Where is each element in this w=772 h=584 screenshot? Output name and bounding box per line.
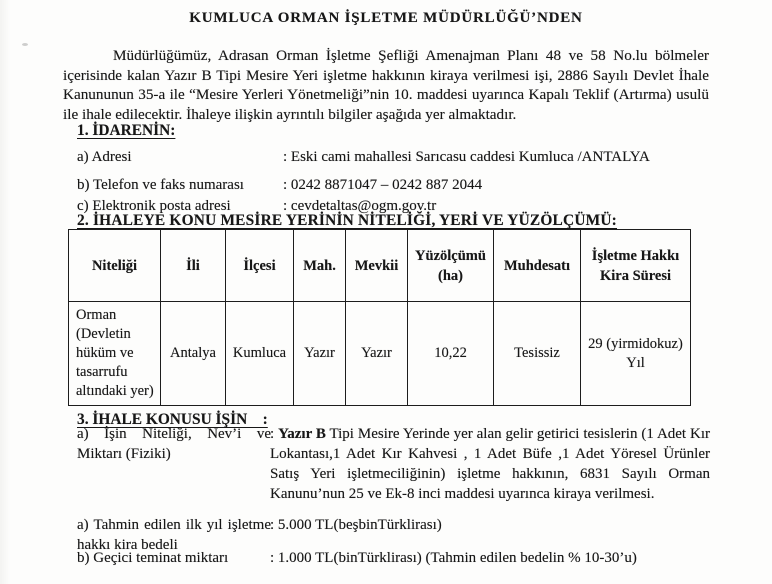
deposit-value: : 1.000 TL(binTürklirası) (Tahmin edilen bedelin % 10-30’u) (270, 550, 637, 566)
section-1-heading: 1. İDARENİN: (77, 122, 176, 139)
header-ilcesi: İlçesi (226, 230, 294, 302)
estimated-rent-value: : 5.000 TL(beşbinTürklirası) (270, 517, 442, 533)
recreation-area-table (68, 229, 691, 406)
work-nature-value-rest: Tipi Mesire Yerinde yer alan gelir getirici tesislerin (1 Adet Kır Lokantası,1 Adet Kır Kahvesi , 1 Adet Büfe ,1 Adet Yöresel Ürünler Satış Yeri işletmeciliğinin) işletme hakkının, 6831 Sayılı Orman Kanunu’nun 25 ve Ek-8 inci maddesi uyarınca kiraya verilmesi. (270, 426, 711, 502)
table-data-row (69, 302, 691, 406)
cell-kira-suresi: 29 (yirmidokuz) Yıl (581, 302, 691, 406)
document-title: KUMLUCA ORMAN İŞLETME MÜDÜRLÜĞÜ’NDEN (189, 10, 583, 26)
address-row (77, 148, 709, 168)
section-3-body (77, 424, 711, 566)
cell-ili: Antalya (161, 302, 226, 406)
header-ili: İli (161, 230, 226, 302)
phone-fax-label: b) Telefon ve faks numarası (77, 177, 244, 193)
cell-niteligi: Orman (Devletin hüküm ve tasarrufu altındaki yer) (69, 302, 161, 406)
header-niteligi: Niteliği (69, 230, 161, 302)
estimated-rent-label: a) Tahmin edilen ilk yıl işletme hakkı kira bedeli (77, 517, 271, 553)
header-muhdesati: Muhdesatı (494, 230, 581, 302)
work-nature-label: a) İşin Niteliği, Nev’i ve Miktarı (Fiziki) (77, 426, 271, 462)
scan-speck (22, 43, 28, 46)
work-nature-value-bold: Yazır B (278, 426, 326, 442)
phone-fax-value: : 0242 8871047 – 0242 887 2044 (283, 177, 483, 193)
cell-yuzolcumu: 10,22 (408, 302, 494, 406)
header-mah: Mah. (294, 230, 346, 302)
cell-ilcesi: Kumluca (226, 302, 294, 406)
intro-paragraph: Müdürlüğümüz, Adrasan Orman İşletme Şefliği Amenajman Planı 48 ve 58 No.lu bölmeler içerisinde kalan Yazır B Tipi Mesire Yeri işletme hakkının kiraya verilmesi işi, 2886 Sayılı Devlet İhale Kanununun 35-a ile “Mesire Yerleri Yönetmeliği”nin 10. maddesi uyarınca Kapalı Teklif (Artırma) usulü ile ihale edilecektir. İhaleye ilişkin ayrıntılı bilgiler aşağıda yer almaktadır. (63, 47, 709, 123)
address-label: a) Adresi (77, 149, 132, 165)
email-label: c) Elektronik posta adresi (77, 197, 231, 214)
cell-muhdesati: Tesissiz (494, 302, 581, 406)
cell-mah: Yazır (294, 302, 346, 406)
work-nature-value (270, 424, 710, 504)
address-value: : Eski cami mahallesi Sarıcasu caddesi Kumluca /ANTALYA (283, 149, 650, 165)
section-2-heading: 2. İHALEYE KONU MESİRE YERİNİN NİTELİĞİ, YERİ VE YÜZÖLÇÜMÜ: (77, 212, 618, 229)
phone-fax-row (77, 176, 709, 196)
cell-mevkii: Yazır (346, 302, 408, 406)
header-mevkii: Mevkii (346, 230, 408, 302)
table-header-row (69, 230, 691, 302)
header-yuzolcumu: Yüzölçümü (ha) (408, 230, 494, 302)
section-3-heading: 3. İHALE KONUSU İŞİN : (77, 411, 268, 428)
email-value: : cevdetaltas@ogm.gov.tr (283, 197, 437, 214)
deposit-label: b) Geçici teminat miktarı (77, 550, 229, 566)
work-nature-value-prefix: : (270, 426, 279, 442)
header-kira-suresi: İşletme Hakkı Kira Süresi (581, 230, 691, 302)
